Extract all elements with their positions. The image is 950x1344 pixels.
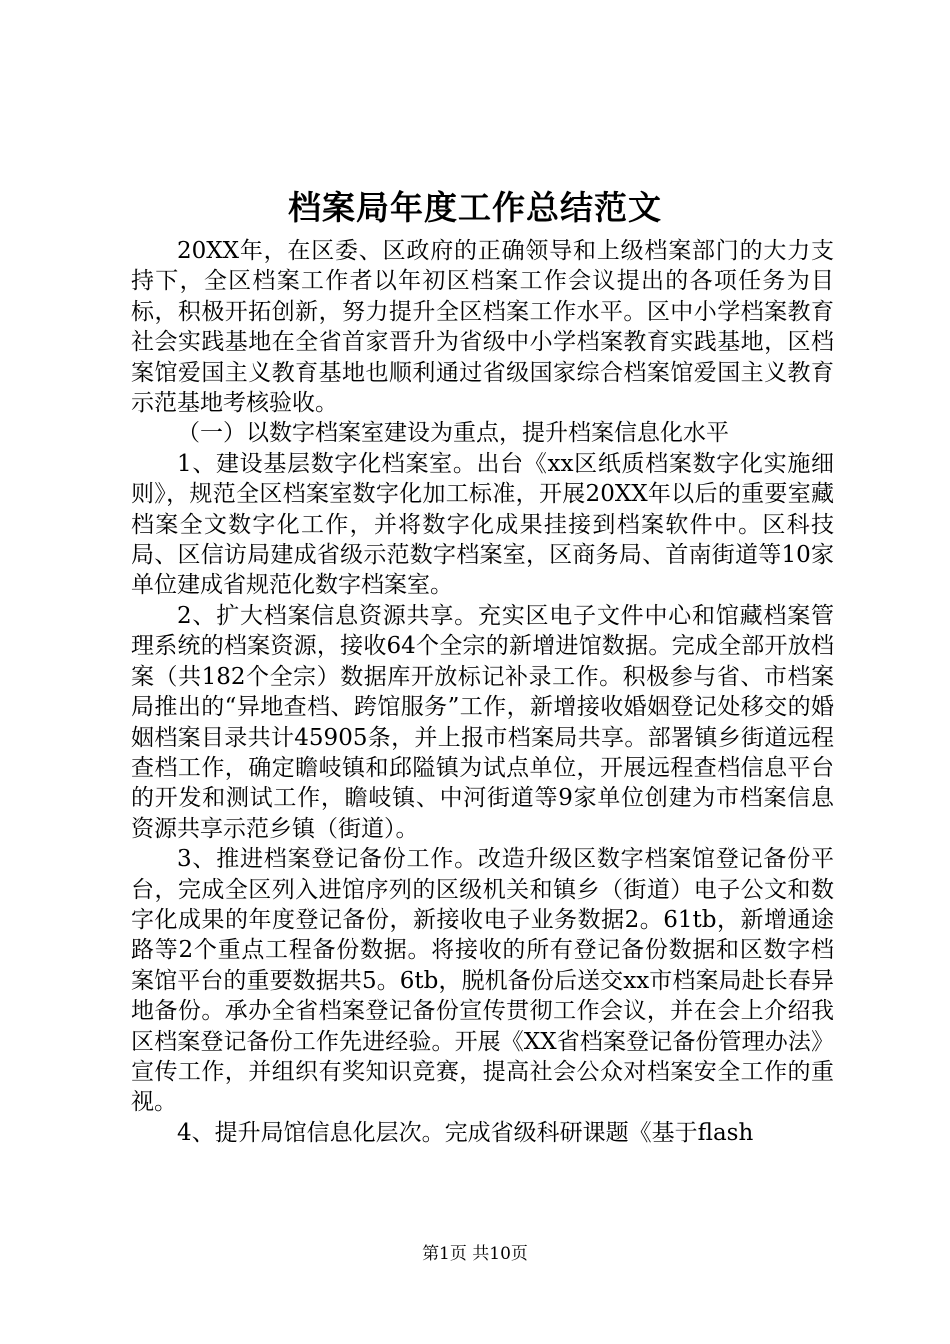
document-body bbox=[131, 236, 834, 1148]
paragraph-item-3: 3、推进档案登记备份工作。改造升级区数字档案馆登记备份平台，完成全区列入进馆序列的区级机关和镇乡（街道）电子公文和数字化成果的年度登记备份，新接收电子业务数据2。61tb，新增通途路等2个重点工程备份数据。将接收的所有登记备份数据和区数字档案馆平台的重要数据共5。6tb，脱机备份后送交xx市档案局赴长春异地备份。承办全省档案登记备份宣传贯彻工作会议，并在会上介绍我区档案登记备份工作先进经验。开展《XX省档案登记备份管理办法》宣传工作，并组织有奖知识竞赛，提高社会公众对档案安全工作的重视。 bbox=[131, 846, 834, 1116]
paragraph-item-1: 1、建设基层数字化档案室。出台《xx区纸质档案数字化实施细则》，规范全区档案室数字化加工标准，开展20XX年以后的重要室藏档案全文数字化工作，并将数字化成果挂接到档案软件中。区科技局、区信访局建成省级示范数字档案室，区商务局、首南街道等10家单位建成省规范化数字档案室。 bbox=[131, 450, 834, 599]
paragraph-item-4: 4、提升局馆信息化层次。完成省级科研课题《基于flash bbox=[177, 1119, 754, 1146]
document-title: 档案局年度工作总结范文 bbox=[288, 188, 662, 227]
paragraph-item-2: 2、扩大档案信息资源共享。充实区电子文件中心和馆藏档案管理系统的档案资源，接收64个全宗的新增进馆数据。完成全部开放档案（共182个全宗）数据库开放标记补录工作。积极参与省、市档案局推出的“异地查档、跨馆服务”工作，新增接收婚姻登记处移交的婚姻档案目录共计45905条，并上报市档案局共享。部署镇乡街道远程查档工作，确定瞻岐镇和邱隘镇为试点单位，开展远程查档信息平台的开发和测试工作，瞻岐镇、中河街道等9家单位创建为市档案信息资源共享示范乡镇（街道）。 bbox=[131, 602, 834, 842]
page-footer: 第1页 共10页 bbox=[422, 1244, 528, 1264]
paragraph-intro: 20XX年，在区委、区政府的正确领导和上级档案部门的大力支持下，全区档案工作者以年初区档案工作会议提出的各项任务为目标，积极开拓创新，努力提升全区档案工作水平。区中小学档案教育社会实践基地在全省首家晋升为省级中小学档案教育实践基地，区档案馆爱国主义教育基地也顺利通过省级国家综合档案馆爱国主义教育示范基地考核验收。 bbox=[131, 238, 834, 417]
section-heading-1: （一）以数字档案室建设为重点，提升档案信息化水平 bbox=[177, 420, 729, 447]
